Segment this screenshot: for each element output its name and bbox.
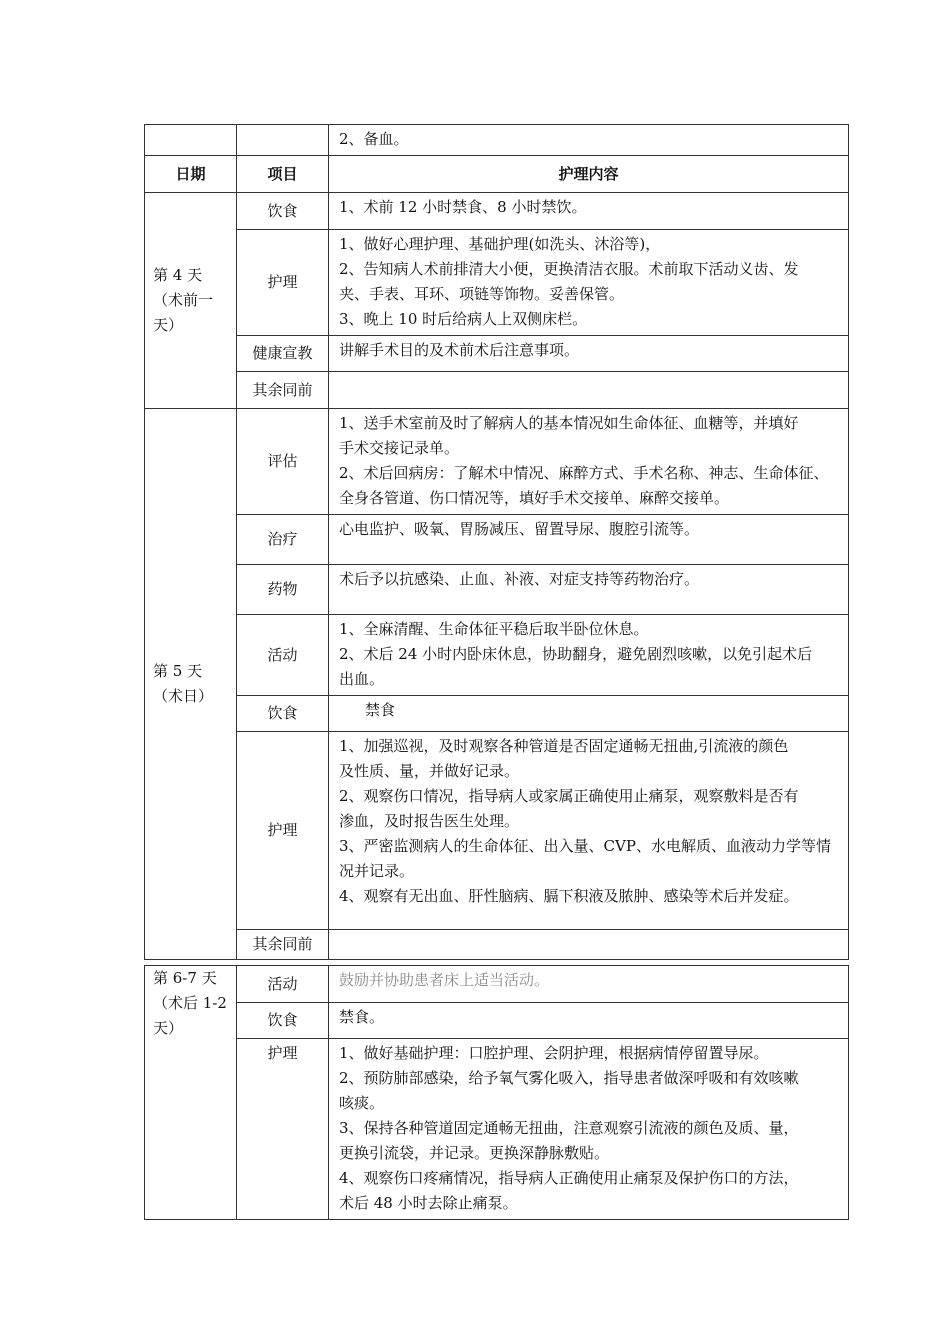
content-line: 3、晚上 10 时后给病人上双侧床栏。: [339, 310, 588, 328]
item-cell: 饮食: [237, 193, 329, 230]
content-line: 术后 48 小时去除止痛泵。: [339, 1194, 518, 1212]
item-cell: 活动: [237, 966, 329, 1003]
header-date: 日期: [145, 156, 237, 193]
content-line: 讲解手术目的及术前术后注意事项。: [339, 341, 580, 359]
date-line: （术日）: [153, 687, 214, 705]
content-cell: [329, 336, 849, 372]
empty-cell: [145, 125, 237, 156]
content-line: 咳痰。: [339, 1094, 385, 1112]
content-line: 禁食。: [339, 1008, 385, 1026]
table-row: [145, 230, 849, 336]
header-content: 护理内容: [329, 156, 849, 193]
content-cell: [329, 409, 849, 515]
table-row: [145, 372, 849, 409]
table-row: [145, 966, 849, 1003]
content-line: 2、备血。: [339, 130, 409, 148]
content-cell: [329, 732, 849, 930]
content-line: 4、观察伤口疼痛情况，指导病人正确使用止痛泵及保护伤口的方法，: [339, 1169, 799, 1187]
content-line: 心电监护、吸氧、胃肠减压、留置导尿、腹腔引流等。: [339, 520, 700, 538]
date-cell-day5: [145, 409, 237, 960]
content-line: 夹、手表、耳环、项链等饰物。妥善保管。: [339, 285, 625, 303]
table-row: [145, 336, 849, 372]
date-line: 第 4 天: [153, 266, 203, 284]
content-cell: [329, 193, 849, 230]
content-line: 2、告知病人术前排清大小便，更换清洁衣服。术前取下活动义齿、发: [339, 260, 799, 278]
item-cell: 活动: [237, 615, 329, 696]
content-line: 2、预防肺部感染，给予氧气雾化吸入，指导患者做深呼吸和有效咳嗽: [339, 1069, 799, 1087]
content-line: 鼓励并协助患者床上适当活动。: [339, 971, 550, 989]
table-row: [145, 1003, 849, 1039]
header-item: 项目: [237, 156, 329, 193]
table-row: [145, 193, 849, 230]
content-cell: [329, 1003, 849, 1039]
date-line: （术前一: [153, 291, 214, 309]
table-row: [145, 125, 849, 156]
nursing-table-2: [144, 965, 849, 1220]
content-line: 禁食: [365, 701, 396, 719]
content-line: 2、术后 24 小时内卧床休息，协助翻身，避免剧烈咳嗽，以免引起术后: [339, 645, 813, 663]
date-line: 天）: [153, 316, 184, 334]
content-line: 术后予以抗感染、止血、补液、对症支持等药物治疗。: [339, 570, 700, 588]
content-line: 1、送手术室前及时了解病人的基本情况如生命体征、血糖等，并填好: [339, 414, 799, 432]
table-row: [145, 515, 849, 565]
content-line: 及性质、量，并做好记录。: [339, 762, 520, 780]
header-row: [145, 156, 849, 193]
content-line: 1、术前 12 小时禁食、8 小时禁饮。: [339, 198, 587, 216]
item-cell: 护理: [237, 732, 329, 930]
date-line: 第 6-7 天: [153, 969, 217, 987]
content-cell: [329, 1039, 849, 1220]
content-line: 2、术后回病房：了解术中情况、麻醉方式、手术名称、神志、生命体征、: [339, 464, 829, 482]
table-row: [145, 409, 849, 515]
content-line: 手术交接记录单。: [339, 439, 460, 457]
date-cell-day6-7: [145, 966, 237, 1220]
content-cell: [329, 230, 849, 336]
table-row: [145, 565, 849, 615]
item-cell: 治疗: [237, 515, 329, 565]
content-cell: [329, 615, 849, 696]
table-row: [145, 732, 849, 930]
content-cell: [329, 372, 849, 409]
content-line: 1、做好心理护理、基础护理(如洗头、沐浴等)，: [339, 235, 661, 253]
content-line: 2、观察伤口情况，指导病人或家属正确使用止痛泵，观察敷料是否有: [339, 787, 799, 805]
content-cell: [329, 515, 849, 565]
content-cell: [329, 966, 849, 1003]
content-line: 1、全麻清醒、生命体征平稳后取半卧位休息。: [339, 620, 649, 638]
content-line: 全身各管道、伤口情况等，填好手术交接单、麻醉交接单。: [339, 489, 730, 507]
content-cell: [329, 930, 849, 960]
item-cell: 其余同前: [237, 372, 329, 409]
content-line: 1、加强巡视，及时观察各种管道是否固定通畅无扭曲,引流液的颜色: [339, 737, 789, 755]
date-line: 天）: [153, 1019, 184, 1037]
content-line: 出血。: [339, 670, 385, 688]
item-cell: 护理: [237, 1039, 329, 1220]
content-line: 况并记录。: [339, 862, 415, 880]
content-line: 3、保持各种管道固定通畅无扭曲，注意观察引流液的颜色及质、量，: [339, 1119, 799, 1137]
date-line: （术后 1-2: [153, 994, 227, 1012]
content-cell: [329, 696, 849, 732]
item-cell: 健康宣教: [237, 336, 329, 372]
content-line: 更换引流袋，并记录。更换深静脉敷贴。: [339, 1144, 610, 1162]
content-line: 1、做好基础护理：口腔护理、会阴护理，根据病情停留置导尿。: [339, 1044, 769, 1062]
empty-cell: [237, 125, 329, 156]
table-row: [145, 615, 849, 696]
content-line: 4、观察有无出血、肝性脑病、膈下积液及脓肿、感染等术后并发症。: [339, 887, 799, 905]
content-line: 3、严密监测病人的生命体征、出入量、CVP、水电解质、血液动力学等情: [339, 837, 831, 855]
item-cell: 评估: [237, 409, 329, 515]
date-cell-day4: [145, 193, 237, 409]
date-line: 第 5 天: [153, 662, 203, 680]
item-cell: 饮食: [237, 1003, 329, 1039]
item-cell: 其余同前: [237, 930, 329, 960]
content-line: 渗血，及时报告医生处理。: [339, 812, 520, 830]
item-cell: 护理: [237, 230, 329, 336]
content-cell: [329, 125, 849, 156]
item-cell: 饮食: [237, 696, 329, 732]
table-row: [145, 930, 849, 960]
nursing-table-1: [144, 124, 849, 960]
content-cell: [329, 565, 849, 615]
table-row: [145, 696, 849, 732]
item-cell: 药物: [237, 565, 329, 615]
table-row: [145, 1039, 849, 1220]
